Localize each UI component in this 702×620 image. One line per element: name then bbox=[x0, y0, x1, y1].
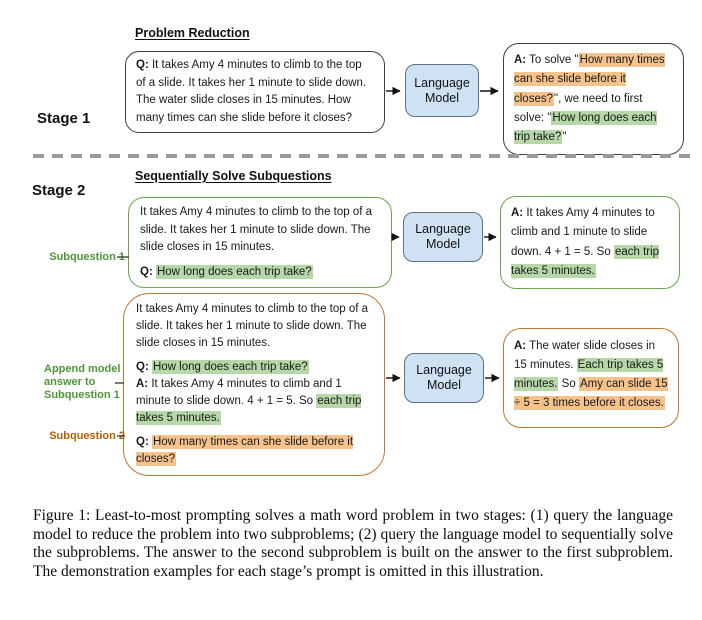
stage2-label: Stage 2 bbox=[32, 182, 86, 199]
text-segment: Q: bbox=[136, 361, 149, 373]
stage1-label: Stage 1 bbox=[37, 110, 91, 127]
stage1-answer-text bbox=[514, 51, 673, 147]
stage1-question-box bbox=[125, 51, 385, 133]
stage2-heading: Sequentially Solve Subquestions bbox=[135, 169, 332, 183]
stage1-heading: Problem Reduction bbox=[135, 26, 250, 40]
stage2-row1-answer-box bbox=[500, 196, 680, 289]
text-segment: How long does each trip take? bbox=[152, 361, 308, 373]
text-segment: It takes Amy 4 minutes to climb and 1 minute to slide down. 4 + 1 = 5. So bbox=[511, 207, 655, 258]
text-segment: How many times can she slide before it closes? bbox=[514, 54, 665, 105]
text-segment: each trip takes 5 minutes. bbox=[136, 395, 362, 424]
row2-subquestion1-text bbox=[136, 359, 372, 376]
row1-context-text: It takes Amy 4 minutes to climb to the top of a slide. It takes her 1 minute to slide down. The slide closes in 15 minutes. bbox=[140, 206, 373, 253]
subquestion2-label: Subquestion 2 bbox=[49, 430, 125, 442]
row1-language-model-box bbox=[403, 212, 483, 262]
row1-answer-text bbox=[511, 204, 669, 281]
language-model-label-line2: Model bbox=[424, 90, 460, 105]
language-model-label-line2: Model bbox=[426, 378, 462, 392]
text-segment: To solve " bbox=[526, 54, 579, 66]
text-segment: It takes Amy 4 minutes to climb to the top of a slide. It takes her 1 minute to slide down. The water slide closes in 15 minutes. How many times can she slide before it closes? bbox=[136, 59, 367, 124]
row2-language-model-box bbox=[404, 353, 484, 403]
row2-answer-text bbox=[514, 337, 668, 413]
stage2-row2-answer-box bbox=[503, 328, 679, 428]
stage-divider-dashed-line bbox=[33, 154, 697, 158]
text-segment: How many times can she slide before it closes? bbox=[136, 436, 354, 465]
text-segment: each trip takes 5 minutes. bbox=[511, 245, 660, 277]
text-segment: A: bbox=[514, 54, 527, 66]
text-segment: Q: bbox=[136, 59, 149, 71]
text-segment: Q: bbox=[136, 436, 149, 448]
text-segment: A: bbox=[511, 207, 524, 219]
text-segment: ", we need to first solve: " bbox=[514, 92, 643, 124]
stage1-answer-box bbox=[503, 43, 684, 155]
append-model-answer-label: Append model answer to Subquestion 1 bbox=[44, 363, 121, 401]
text-segment: It takes Amy 4 minutes to climb and 1 minute to slide down. 4 + 1 = 5. So bbox=[136, 378, 342, 407]
language-model-label-line1: Language bbox=[414, 75, 470, 90]
row2-subquestion2-text bbox=[136, 434, 372, 468]
text-segment: Each trip takes 5 minutes. bbox=[514, 359, 664, 390]
text-segment: A: bbox=[136, 378, 149, 390]
row2-context-text: It takes Amy 4 minutes to climb to the top of a slide. It takes her 1 minute to slide down. The slide closes in 15 minutes. bbox=[136, 303, 369, 349]
row1-subquestion1-text bbox=[140, 264, 380, 282]
stage2-row1-input-box bbox=[128, 197, 392, 288]
stage2-row2-input-box bbox=[123, 293, 385, 476]
stage1-question-text bbox=[136, 57, 374, 127]
figure-caption: Figure 1: Least-to-most prompting solves a math word problem in two stages: (1) query the language model to reduce the problem into two subproblems; (2) query the language model to sequentially solve the subproblems. The answer to the second subproblem is built on the answer to the first subproblem. The demonstration examples for each stage’s prompt is omitted in this illustration. bbox=[33, 507, 673, 580]
row2-answer1-text bbox=[136, 376, 372, 427]
language-model-label-line1: Language bbox=[416, 363, 472, 377]
text-segment: A: bbox=[514, 340, 527, 352]
text-segment: Amy can slide 15 ÷ 5 = 3 times before it closes. bbox=[514, 378, 668, 409]
text-segment: " bbox=[562, 131, 567, 144]
text-segment: How long does each trip take? bbox=[156, 265, 312, 278]
text-segment: So bbox=[558, 378, 579, 390]
language-model-label-line1: Language bbox=[415, 222, 471, 236]
language-model-label-line2: Model bbox=[425, 237, 461, 251]
subquestion1-label: Subquestion 1 bbox=[49, 251, 125, 263]
text-segment: How long does each trip take? bbox=[514, 111, 657, 144]
text-segment: The water slide closes in 15 minutes. bbox=[514, 340, 656, 371]
stage1-language-model-box bbox=[405, 64, 479, 117]
text-segment: Q: bbox=[140, 265, 153, 278]
